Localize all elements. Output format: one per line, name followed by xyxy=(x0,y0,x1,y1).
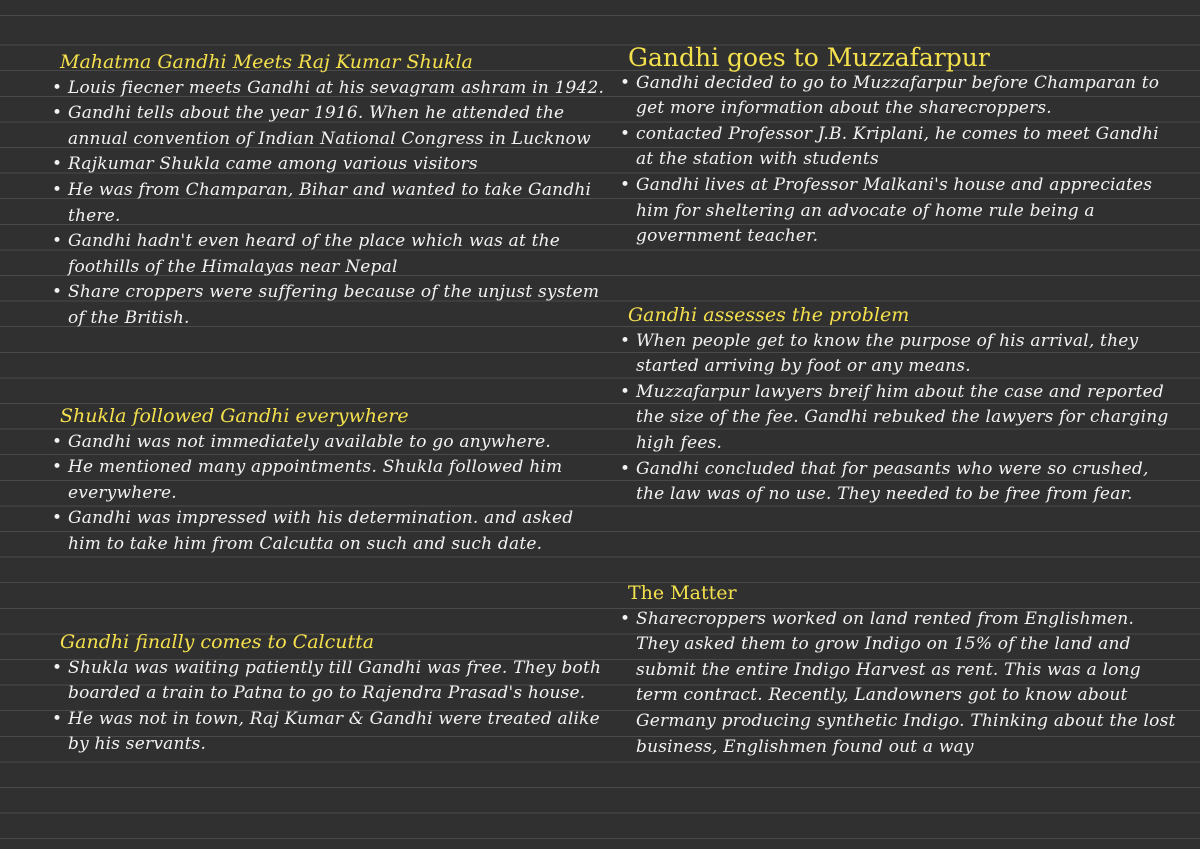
section-gandhi-goes-to-muzzafarpur xyxy=(618,45,1178,250)
bullet-list xyxy=(50,656,610,758)
section-gandhi-assesses-problem xyxy=(618,303,1178,508)
section-shukla-followed xyxy=(50,404,610,558)
section-heading: The Matter xyxy=(628,582,737,604)
bullet-item: • He mentioned many appointments. Shukla followed him everywhere. xyxy=(50,455,610,506)
bullet-item: • Gandhi hadn't even heard of the place which was at the foothills of the Himalayas near Nepal xyxy=(50,229,610,280)
section-heading: Gandhi assesses the problem xyxy=(628,304,910,326)
bullet-item: • He was not in town, Raj Kumar & Gandhi were treated alike by his servants. xyxy=(50,707,610,758)
bullet-item: • He was from Champaran, Bihar and wanted to take Gandhi there. xyxy=(50,178,610,229)
bullet-list xyxy=(618,329,1178,508)
bullet-item: • Muzzafarpur lawyers breif him about the case and reported the size of the fee. Gandhi rebuked the lawyers for charging high fees. xyxy=(618,380,1178,457)
bullet-list xyxy=(50,76,610,332)
bullet-list xyxy=(618,71,1178,250)
bullet-item: • Sharecroppers worked on land rented from Englishmen. They asked them to grow Indigo on 15% of the land and submit the entire Indigo Harvest as rent. This was a long term contract. Recently, Landowners got to know about Germany producing synthetic Indigo. Thinking about the lost business, Englishmen found out a way xyxy=(618,607,1178,761)
section-the-matter xyxy=(618,581,1178,760)
bullet-item: • Gandhi lives at Professor Malkani's house and appreciates him for sheltering an advocate of home rule being a government teacher. xyxy=(618,173,1178,250)
bullet-list xyxy=(50,430,610,558)
bullet-item: • Gandhi concluded that for peasants who were so crushed, the law was of no use. They needed to be free from fear. xyxy=(618,457,1178,508)
section-heading: Gandhi finally comes to Calcutta xyxy=(60,631,375,653)
section-gandhi-meets-shukla xyxy=(50,50,610,332)
section-heading: Gandhi goes to Muzzafarpur xyxy=(628,43,990,72)
bullet-item: • Rajkumar Shukla came among various visitors xyxy=(50,152,610,178)
bullet-item: • contacted Professor J.B. Kriplani, he comes to meet Gandhi at the station with students xyxy=(618,122,1178,173)
bullet-item: • Shukla was waiting patiently till Gandhi was free. They both boarded a train to Patna to go to Rajendra Prasad's house. xyxy=(50,656,610,707)
bullet-item: • Louis fiecner meets Gandhi at his sevagram ashram in 1942. xyxy=(50,76,610,102)
section-heading: Shukla followed Gandhi everywhere xyxy=(60,405,409,427)
bullet-item: • Gandhi was not immediately available to go anywhere. xyxy=(50,430,610,456)
bullet-item: • Gandhi tells about the year 1916. When he attended the annual convention of Indian National Congress in Lucknow xyxy=(50,101,610,152)
bullet-item: • When people get to know the purpose of his arrival, they started arriving by foot or any means. xyxy=(618,329,1178,380)
bullet-item: • Gandhi decided to go to Muzzafarpur before Champaran to get more information about the sharecroppers. xyxy=(618,71,1178,122)
bullet-item: • Gandhi was impressed with his determination. and asked him to take him from Calcutta on such and such date. xyxy=(50,506,610,557)
bullet-item: • Share croppers were suffering because of the unjust system of the British. xyxy=(50,280,610,331)
section-gandhi-comes-to-calcutta xyxy=(50,630,610,758)
bullet-list xyxy=(618,607,1178,761)
section-heading: Mahatma Gandhi Meets Raj Kumar Shukla xyxy=(60,51,473,73)
